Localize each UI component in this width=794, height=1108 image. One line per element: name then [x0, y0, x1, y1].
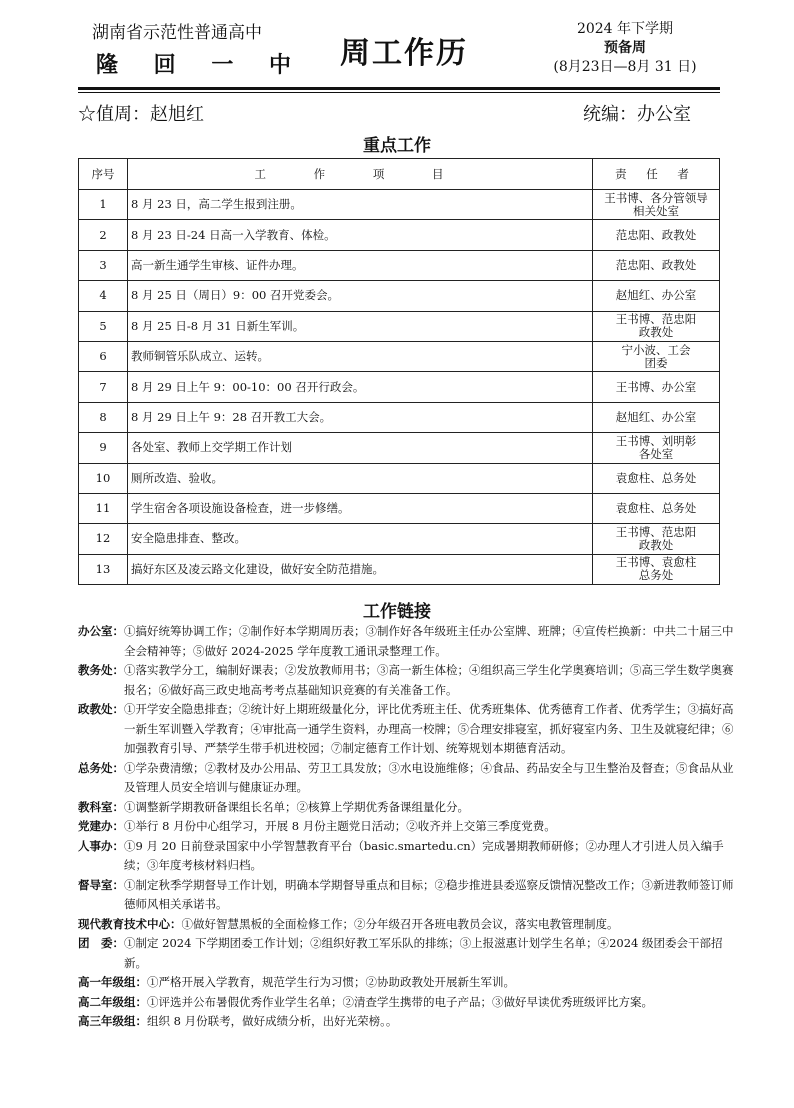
department-label: 党建办：	[78, 819, 124, 833]
department-label: 高三年级组：	[78, 1014, 147, 1028]
table-row	[79, 463, 720, 493]
school-header	[92, 22, 305, 80]
responsible-line-1: 王书博、各分管领导	[604, 190, 708, 205]
department-tasks: ①落实教学分工，编制好课表；②发放教师用书；③高一新生体检；④组织高三学生化学奥赛培训；⑤高三学生数学奥赛报名；⑥做好高三政史地高考考点基础知识竞赛的有关准备工作。	[124, 663, 734, 697]
responsible-line-1: 范忠阳、政教处	[615, 257, 697, 272]
department-tasks: ①制定 2024 下学期团委工作计划；②组织好教工军乐队的排练；③上报滋惠计划学生名单；④2024 级团委会干部招新。	[124, 936, 723, 970]
responsible-line-1: 王书博、袁愈柱	[615, 555, 697, 570]
row-responsible	[593, 281, 720, 311]
row-item: 教师铜管乐队成立、运转。	[128, 341, 593, 371]
row-responsible	[593, 311, 720, 341]
department-label: 教科室：	[78, 799, 124, 814]
work-link-item	[78, 934, 738, 973]
department-label: 现代教育技术中心：	[78, 916, 182, 931]
row-number: 13	[79, 554, 128, 584]
work-link-item	[78, 700, 738, 759]
responsible-line-2: 政教处	[638, 537, 674, 552]
duty-name: 赵旭红	[150, 104, 204, 125]
work-link-item	[78, 973, 738, 993]
row-number: 5	[79, 311, 128, 341]
work-link-item	[78, 1012, 738, 1032]
row-item: 厕所改造、验收。	[128, 463, 593, 493]
row-item: 8 月 23 日，高二学生报到注册。	[128, 190, 593, 220]
row-number: 8	[79, 402, 128, 432]
row-item: 8 月 29 日上午 9：28 召开教工大会。	[128, 402, 593, 432]
row-responsible	[593, 493, 720, 523]
duty-line	[78, 100, 204, 126]
row-responsible	[593, 554, 720, 584]
responsible-line-1: 王书博、范忠阳	[615, 312, 697, 327]
row-number: 4	[79, 281, 128, 311]
row-item: 搞好东区及凌云路文化建设，做好安全防范措施。	[128, 554, 593, 584]
row-number: 10	[79, 463, 128, 493]
table-row	[79, 190, 720, 220]
row-responsible	[593, 341, 720, 371]
department-label: 政教处：	[78, 702, 124, 716]
row-item: 8 月 25 日-8 月 31 日新生军训。	[128, 311, 593, 341]
department-tasks: 组织 8 月份联考，做好成绩分析，出好光荣榜。。	[147, 1014, 398, 1028]
table-header-row	[79, 159, 720, 190]
responsible-line-1: 袁愈柱、总务处	[615, 470, 697, 485]
table-row	[79, 220, 720, 250]
work-link-item	[78, 993, 738, 1013]
work-link-item	[78, 837, 738, 876]
row-item: 学生宿舍各项设施设备检查，进一步修缮。	[128, 493, 593, 523]
work-link-item	[78, 817, 738, 837]
table-row	[79, 402, 720, 432]
row-responsible	[593, 402, 720, 432]
row-number: 1	[79, 190, 128, 220]
work-link-item	[78, 876, 738, 915]
star-icon: ☆	[78, 104, 96, 125]
department-label: 办公室：	[78, 624, 124, 638]
row-item: 高一新生通学生审核、证件办理。	[128, 250, 593, 280]
table-row	[79, 433, 720, 463]
row-item: 安全隐患排查、整改。	[128, 524, 593, 554]
department-tasks: ①严格开展入学教育，规范学生行为习惯；②协助政教处开展新生军训。	[147, 975, 515, 989]
responsible-line-1: 王书博、办公室	[615, 379, 697, 394]
department-tasks: ①制定秋季学期督导工作计划，明确本学期督导重点和目标；②稳步推进县委巡察反馈情况整改工作；③新进教师签订师德师风相关承诺书。	[124, 877, 734, 911]
table-row	[79, 554, 720, 584]
table-row	[79, 311, 720, 341]
row-number: 6	[79, 341, 128, 371]
department-tasks: ①调整新学期教研备课组长名单；②核算上学期优秀备课组量化分。	[124, 799, 469, 814]
department-label: 教务处：	[78, 663, 124, 677]
work-link-item	[78, 798, 738, 818]
column-header-resp: 责 任 者	[593, 159, 720, 190]
date-range: (8月23日—8月 31 日)	[553, 59, 697, 75]
row-responsible	[593, 372, 720, 402]
term-info	[540, 20, 710, 77]
work-links-title: 工作链接	[363, 602, 431, 622]
department-tasks: ①学杂费清缴；②教材及办公用品、劳卫工具发放；③水电设施维修；④食品、药品安全与卫生整治及督查；⑤食品从业及管理人员安全培训与健康证办理。	[124, 760, 734, 794]
row-item: 各处室、教师上交学期工作计划	[128, 433, 593, 463]
row-item: 8 月 25 日（周日）9：00 召开党委会。	[128, 281, 593, 311]
week-name: 预备周	[604, 40, 646, 56]
work-link-item	[78, 759, 738, 798]
work-links	[78, 622, 738, 1032]
row-item: 8 月 23 日-24 日高一入学教育、体检。	[128, 220, 593, 250]
responsible-line-2: 政教处	[638, 325, 674, 340]
row-number: 11	[79, 493, 128, 523]
editor-line	[583, 100, 691, 126]
department-label: 人事办：	[78, 838, 124, 853]
key-work-title: 重点工作	[363, 136, 431, 156]
column-header-item: 工 作 项 目	[128, 159, 593, 190]
department-tasks: ①9 月 20 日前登录国家中小学智慧教育平台（basic.smartedu.cn）完成暑期教师研修；②办理人才引进人员入编手续；③年度考核材料归档。	[124, 838, 724, 872]
document-title: 周工作历	[340, 36, 468, 71]
key-work-rows	[79, 190, 720, 585]
row-number: 7	[79, 372, 128, 402]
department-tasks: ①搞好统筹协调工作；②制作好本学期周历表；③制作好各年级班主任办公室牌、班牌；④宣传栏换新：中共二十届三中全会精神等；⑤做好 2024-2025 学年度教工通讯录整理工作。	[124, 624, 734, 658]
school-prefix: 湖南省示范性普通高中	[92, 23, 262, 43]
department-tasks: ①评选并公布暑假优秀作业学生名单；②清查学生携带的电子产品；③做好早读优秀班级评比方案。	[147, 994, 653, 1009]
table-row	[79, 524, 720, 554]
responsible-line-2: 总务处	[638, 568, 674, 583]
header-rule-thick	[78, 87, 720, 90]
department-tasks: ①举行 8 月份中心组学习，开展 8 月份主题党日活动；②收齐并上交第三季度党费。	[124, 819, 556, 833]
responsible-line-1: 赵旭红、办公室	[615, 288, 697, 303]
department-label: 团 委：	[78, 936, 124, 950]
row-number: 2	[79, 220, 128, 250]
row-responsible	[593, 463, 720, 493]
department-tasks: ①做好智慧黑板的全面检修工作；②分年级召开各班电教员会议，落实电教管理制度。	[181, 916, 619, 931]
row-item: 8 月 29 日上午 9：00-10：00 召开行政会。	[128, 372, 593, 402]
work-link-item	[78, 622, 738, 661]
row-responsible	[593, 250, 720, 280]
school-name: 隆 回 一 中	[96, 52, 305, 78]
responsible-line-2: 各处室	[638, 446, 674, 461]
table-row	[79, 372, 720, 402]
department-label: 督导室：	[78, 877, 124, 892]
table-row	[79, 250, 720, 280]
responsible-line-1: 王书博、范忠阳	[615, 524, 697, 539]
responsible-line-1: 王书博、刘明彰	[615, 433, 697, 448]
responsible-line-2: 相关处室	[633, 203, 679, 218]
row-responsible	[593, 524, 720, 554]
responsible-line-1: 范忠阳、政教处	[615, 227, 697, 242]
row-responsible	[593, 433, 720, 463]
responsible-line-2: 团委	[644, 355, 668, 370]
table-row	[79, 493, 720, 523]
department-label: 高二年级组：	[78, 994, 147, 1009]
header-rule-thin	[78, 92, 720, 93]
department-tasks: ①开学安全隐患排查；②统计好上期班级量化分，评比优秀班主任、优秀班集体、优秀德育工作者、优秀学生；③搞好高一新生军训暨入学教育；④审批高一通学生资料，办理高一校牌；⑤合理安排寝室，抓好寝室内务、卫生及就寝纪律；⑥加强教育引导、严禁学生带手机进校园；⑦制定德育工作计划、统筹规划本期德育活动。	[124, 702, 734, 755]
row-responsible	[593, 190, 720, 220]
department-label: 高一年级组：	[78, 975, 147, 989]
work-link-item	[78, 915, 738, 935]
department-label: 总务处：	[78, 760, 124, 775]
duty-label: 值周：	[96, 104, 150, 125]
key-work-table	[78, 158, 720, 585]
column-header-num: 序号	[79, 159, 128, 190]
table-row	[79, 341, 720, 371]
work-link-item	[78, 661, 738, 700]
row-number: 12	[79, 524, 128, 554]
editor-name: 办公室	[637, 104, 691, 125]
row-number: 9	[79, 433, 128, 463]
row-number: 3	[79, 250, 128, 280]
editor-label: 统编：	[583, 104, 637, 125]
responsible-line-1: 赵旭红、办公室	[615, 409, 697, 424]
responsible-line-1: 宁小波、工会	[621, 342, 691, 357]
table-row	[79, 281, 720, 311]
responsible-line-1: 袁愈柱、总务处	[615, 501, 697, 516]
term-label: 2024 年下学期	[576, 21, 674, 37]
row-responsible	[593, 220, 720, 250]
